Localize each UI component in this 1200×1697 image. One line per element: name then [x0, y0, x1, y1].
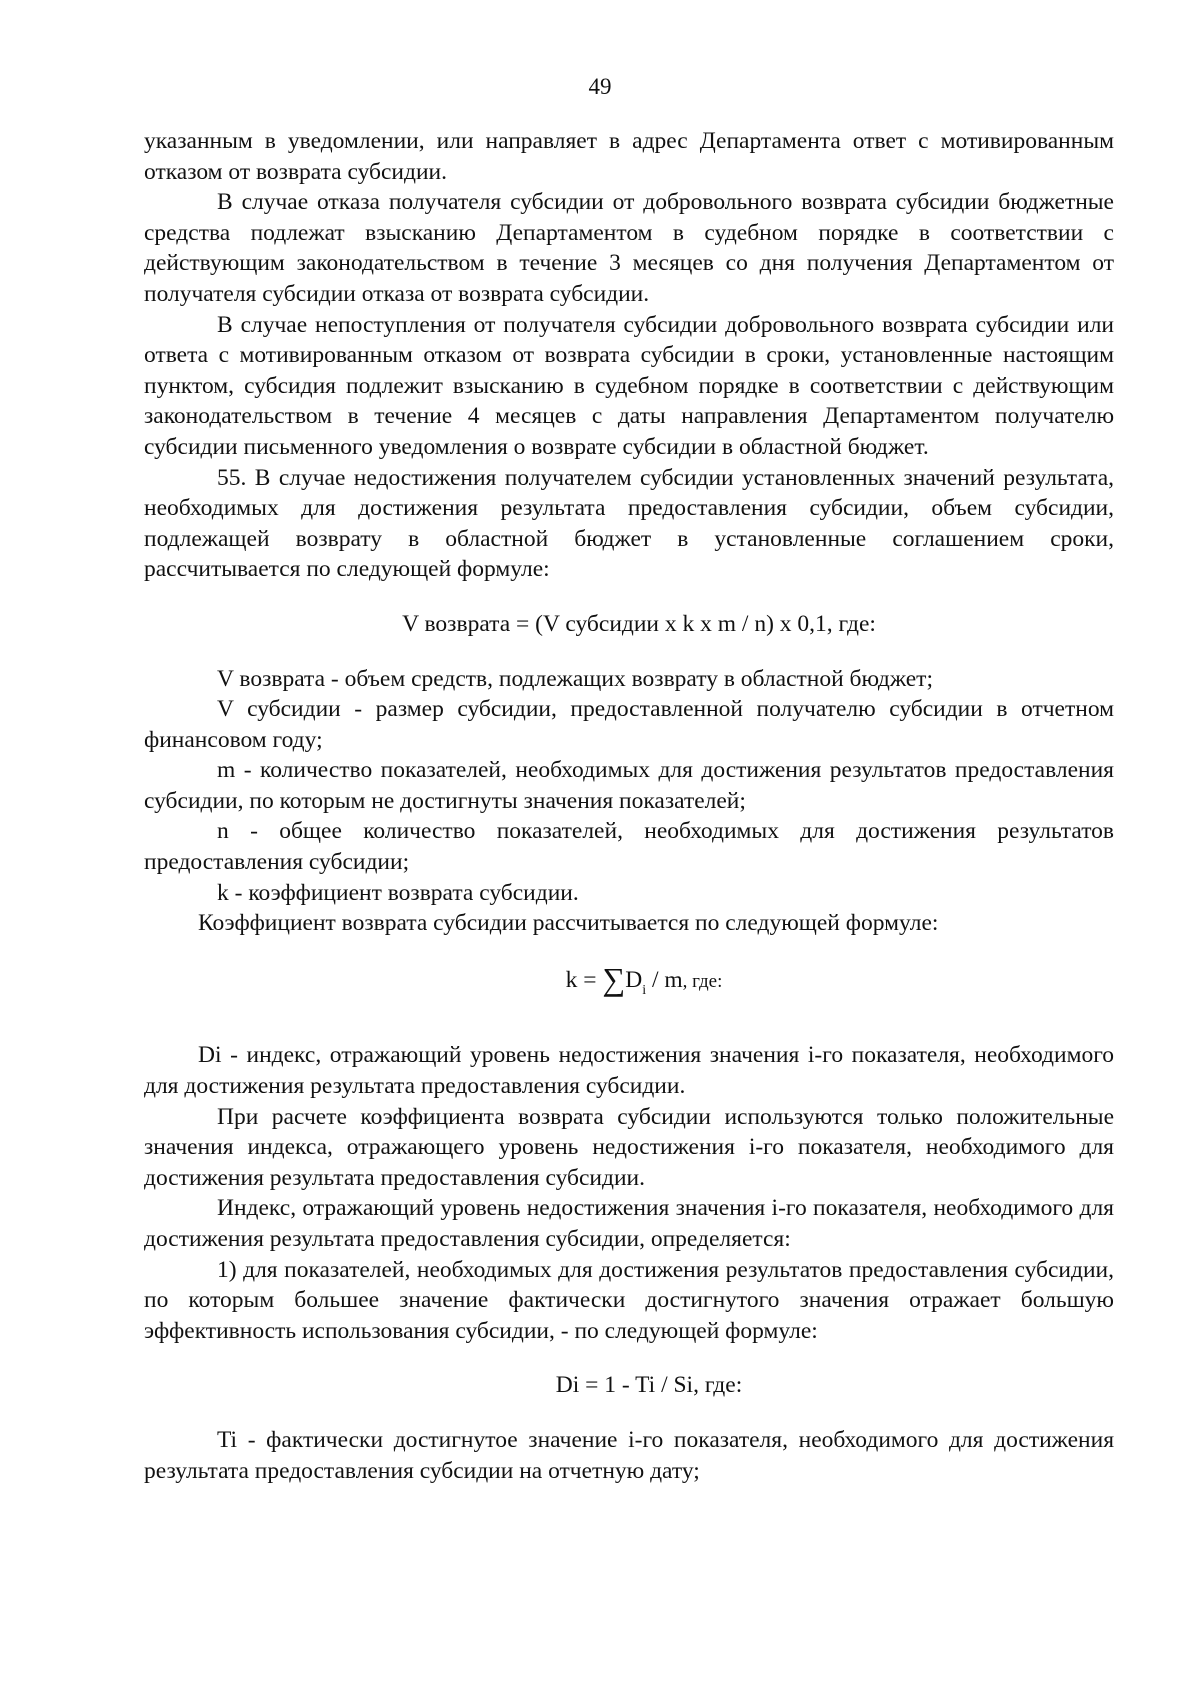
formula-return-volume: V возврата = (V субсидии x k x m / n) x 0,1, где:: [402, 610, 876, 637]
paragraph: указанным в уведомлении, или направляет в адрес Департамента ответ с мотивированным отказом от возврата субсидии.: [144, 128, 1114, 185]
paragraph: 55. В случае недостижения получателем субсидии установленных значений результата, необходимых для достижения результата предоставления субсидии, объем субсидии, подлежащей возврату в областной бюджет в установленные соглашением сроки, рассчитывается по следующей формуле:: [144, 464, 1114, 583]
formula-index: Di = 1 - Ti / Si, где:: [555, 1372, 743, 1399]
definition-item: Ti - фактически достигнутое значение i-го показателя, необходимого для достижения результата предоставления субсидии на отчетную дату;: [144, 1426, 1114, 1484]
paragraph: В случае отказа получателя субсидии от добровольного возврата субсидии бюджетные средства подлежат взысканию Департаментом в судебном порядке в соответствии с действующим законодательством в течение 3 месяцев со дня получения Департаментом от получателя субсидии отказа от возврата субсидии.: [144, 189, 1114, 307]
paragraph: Индекс, отражающий уровень недостижения значения i-го показателя, необходимого для достижения результата предоставления субсидии, определяется:: [144, 1195, 1114, 1252]
formula-rest: / m: [646, 966, 683, 993]
definition-item: n - общее количество показателей, необходимых для достижения результатов предоставления субсидии;: [144, 818, 1114, 876]
document-body: [144, 126, 1114, 1486]
paragraph: При расчете коэффициента возврата субсидии используются только положительные значения индекса, отражающего уровень недостижения i-го показателя, необходимого для достижения результата предоставления субсидии.: [144, 1103, 1114, 1191]
formula-d: D: [625, 966, 643, 993]
definition-item: m - количество показателей, необходимых для достижения результатов предоставления субсидии, по которым не достигнуты значения показателей;: [144, 757, 1114, 814]
paragraph: 1) для показателей, необходимых для достижения результатов предоставления субсидии, по которым большее значение фактически достигнутого значения отражает большую эффективность использования субсидии, - по следующей формуле:: [144, 1256, 1114, 1344]
sum-sign: ∑: [602, 960, 626, 997]
definition-item: V субсидии - размер субсидии, предоставленной получателю субсидии в отчетном финансовом году;: [144, 696, 1114, 753]
formula-subscript: i: [642, 982, 647, 998]
definition-item: V возврата - объем средств, подлежащих возврату в областной бюджет;: [217, 665, 933, 692]
page-number: 49: [588, 74, 612, 99]
formula-coefficient: [144, 960, 1114, 1007]
paragraph: Коэффициент возврата субсидии рассчитывается по следующей формуле:: [198, 910, 939, 937]
formula-suffix: , где:: [682, 970, 723, 992]
definition-item: Di - индекс, отражающий уровень недостижения значения i-го показателя, необходимого для достижения результата предоставления субсидии.: [144, 1042, 1114, 1100]
paragraph: В случае непоступления от получателя субсидии добровольного возврата субсидии или ответа с мотивированным отказом от возврата субсидии в сроки, установленные настоящим пунктом, субсидия подлежит взысканию в судебном порядке в соответствии с действующим законодательством в течение 4 месяцев с даты направления Департаментом получателю субсидии письменного уведомления о возврате субсидии в областной бюджет.: [144, 311, 1114, 460]
formula-prefix: k =: [565, 966, 603, 993]
definition-item: k - коэффициент возврата субсидии.: [217, 879, 579, 906]
